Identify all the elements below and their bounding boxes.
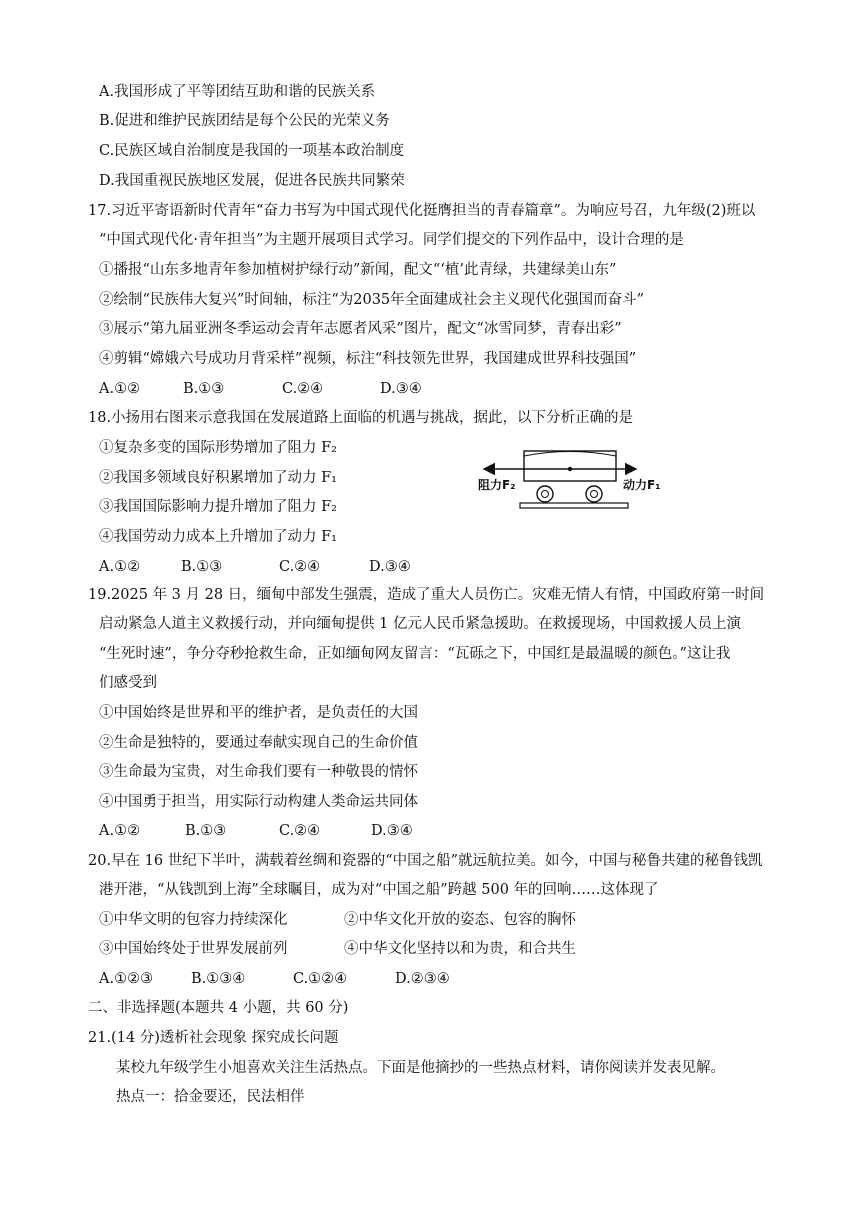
q17-choice-a: A.①② bbox=[99, 381, 141, 397]
q18-item-2: ②我国多领域良好积累增加了动力 F₁ bbox=[99, 470, 337, 486]
q18-cart-diagram bbox=[474, 444, 661, 514]
q17-item-3: ③展示“第九届亚洲冬季运动会青年志愿者风采”图片，配文“冰雪同梦，青春出彩” bbox=[99, 321, 622, 337]
q19-item-3: ③生命最为宝贵，对生命我们要有一种敬畏的情怀 bbox=[99, 764, 418, 780]
q20-stem-line2: 港开港，“从钱凯到上海”全球瞩目，成为对“中国之船”跨越 500 年的回响……这体现了 bbox=[99, 882, 659, 898]
q17-item-4: ④剪辑“嫦娥六号成功月背采样”视频，标注“科技领先世界，我国建成世界科技强国” bbox=[99, 351, 637, 367]
q20-item-1: ①中华文明的包容力持续深化 bbox=[99, 912, 288, 928]
q19-stem-line4: 们感受到 bbox=[99, 675, 157, 691]
q18-choice-a: A.①② bbox=[99, 559, 141, 575]
q19-choice-d: D.③④ bbox=[371, 823, 413, 839]
cart-center-dot bbox=[568, 467, 572, 471]
q17-stem-line2: “中国式现代化·青年担当”为主题开展项目式学习。同学们提交的下列作品中，设计合理的是 bbox=[99, 232, 684, 248]
q18-choice-b: B.①③ bbox=[181, 559, 223, 575]
q18-choices bbox=[99, 557, 411, 577]
q20-item-4: ④中华文化坚持以和为贵，和合共生 bbox=[344, 941, 576, 957]
q18-choice-d: D.③④ bbox=[369, 559, 411, 575]
cart-wheel-right bbox=[586, 486, 602, 502]
cart-wheel-left bbox=[537, 486, 553, 502]
q19-item-1: ①中国始终是世界和平的维护者，是负责任的大国 bbox=[99, 705, 418, 721]
q18-item-1: ①复杂多变的国际形势增加了阻力 F₂ bbox=[99, 440, 337, 456]
q16-option-c: C.民族区域自治制度是我国的一项基本政治制度 bbox=[99, 143, 405, 159]
q17-choices bbox=[99, 379, 422, 399]
q20-item-2: ②中华文化开放的姿态、包容的胸怀 bbox=[344, 912, 576, 928]
resistance-label: 阻力F₂ bbox=[478, 478, 516, 492]
driving-label: 动力F₁ bbox=[623, 478, 661, 492]
section-heading: 二、非选择题(本题共 4 小题，共 60 分) bbox=[88, 1000, 349, 1016]
q21-intro: 某校九年级学生小旭喜欢关注生活热点。下面是他摘抄的一些热点材料，请你阅读并发表见解。 bbox=[116, 1060, 725, 1076]
q19-choice-b: B.①③ bbox=[185, 823, 227, 839]
q17-item-2: ②绘制“民族伟大复兴”时间轴，标注“为2035年全面建成社会主义现代化强国而奋斗” bbox=[99, 292, 645, 308]
q16-option-b: B.促进和维护民族团结是每个公民的光荣义务 bbox=[99, 113, 390, 129]
q20-choice-c: C.①②④ bbox=[293, 971, 348, 987]
q18-choice-c: C.②④ bbox=[279, 559, 321, 575]
q20-choice-a: A.①②③ bbox=[99, 971, 154, 987]
q18-stem: 18.小扬用右图来示意我国在发展道路上面临的机遇与挑战，据此，以下分析正确的是 bbox=[88, 410, 634, 426]
q20-item-3: ③中国始终处于世界发展前列 bbox=[99, 941, 288, 957]
q17-choice-c: C.②④ bbox=[282, 381, 324, 397]
q17-item-1: ①播报“山东多地青年参加植树护绿行动”新闻，配文“‘植’此青绿，共建绿美山东” bbox=[99, 262, 617, 278]
q20-stem-line1: 20.早在 16 世纪下半叶，满载着丝绸和瓷器的“中国之船”就远航拉美。如今，中国与秘鲁共建的秘鲁钱凯 bbox=[88, 853, 763, 869]
q19-stem-line3: “生死时速”，争分夺秒抢救生命，正如缅甸网友留言：“瓦砾之下，中国红是最温暖的颜色。”这让我 bbox=[99, 646, 731, 662]
q21-hot1: 热点一：拾金要还，民法相伴 bbox=[116, 1089, 305, 1105]
q21-title: 21.(14 分)透析社会现象 探究成长问题 bbox=[88, 1030, 339, 1046]
cart-top bbox=[524, 452, 616, 457]
q17-stem-line1: 17.习近平寄语新时代青年“奋力书写为中国式现代化挺膺担当的青春篇章”。为响应号召，九年级(2)班以 bbox=[88, 203, 756, 219]
q19-item-4: ④中国勇于担当，用实际行动构建人类命运共同体 bbox=[99, 794, 418, 810]
q19-choice-c: C.②④ bbox=[279, 823, 321, 839]
q19-item-2: ②生命是独特的，要通过奉献实现自己的生命价值 bbox=[99, 735, 418, 751]
q19-stem-line2: 启动紧急人道主义救援行动，并向缅甸提供 1 亿元人民币紧急援助。在救援现场，中国救援人员上演 bbox=[99, 616, 741, 632]
q16-option-d: D.我国重视民族地区发展，促进各民族共同繁荣 bbox=[99, 173, 405, 189]
q18-item-4: ④我国劳动力成本上升增加了动力 F₁ bbox=[99, 529, 337, 545]
q19-choices bbox=[99, 821, 413, 841]
q18-item-3: ③我国国际影响力提升增加了阻力 F₂ bbox=[99, 499, 337, 515]
q17-choice-b: B.①③ bbox=[183, 381, 225, 397]
q16-option-a: A.我国形成了平等团结互助和谐的民族关系 bbox=[99, 84, 376, 100]
q19-stem-line1: 19.2025 年 3 月 28 日，缅甸中部发生强震，造成了重大人员伤亡。灾难无情人有情，中国政府第一时间 bbox=[88, 587, 765, 603]
q20-choices bbox=[99, 969, 450, 989]
q19-choice-a: A.①② bbox=[99, 823, 141, 839]
ground bbox=[520, 503, 628, 508]
cart-body bbox=[524, 451, 616, 481]
q17-choice-d: D.③④ bbox=[380, 381, 422, 397]
q20-choice-d: D.②③④ bbox=[395, 971, 450, 987]
q20-choice-b: B.①③④ bbox=[191, 971, 246, 987]
